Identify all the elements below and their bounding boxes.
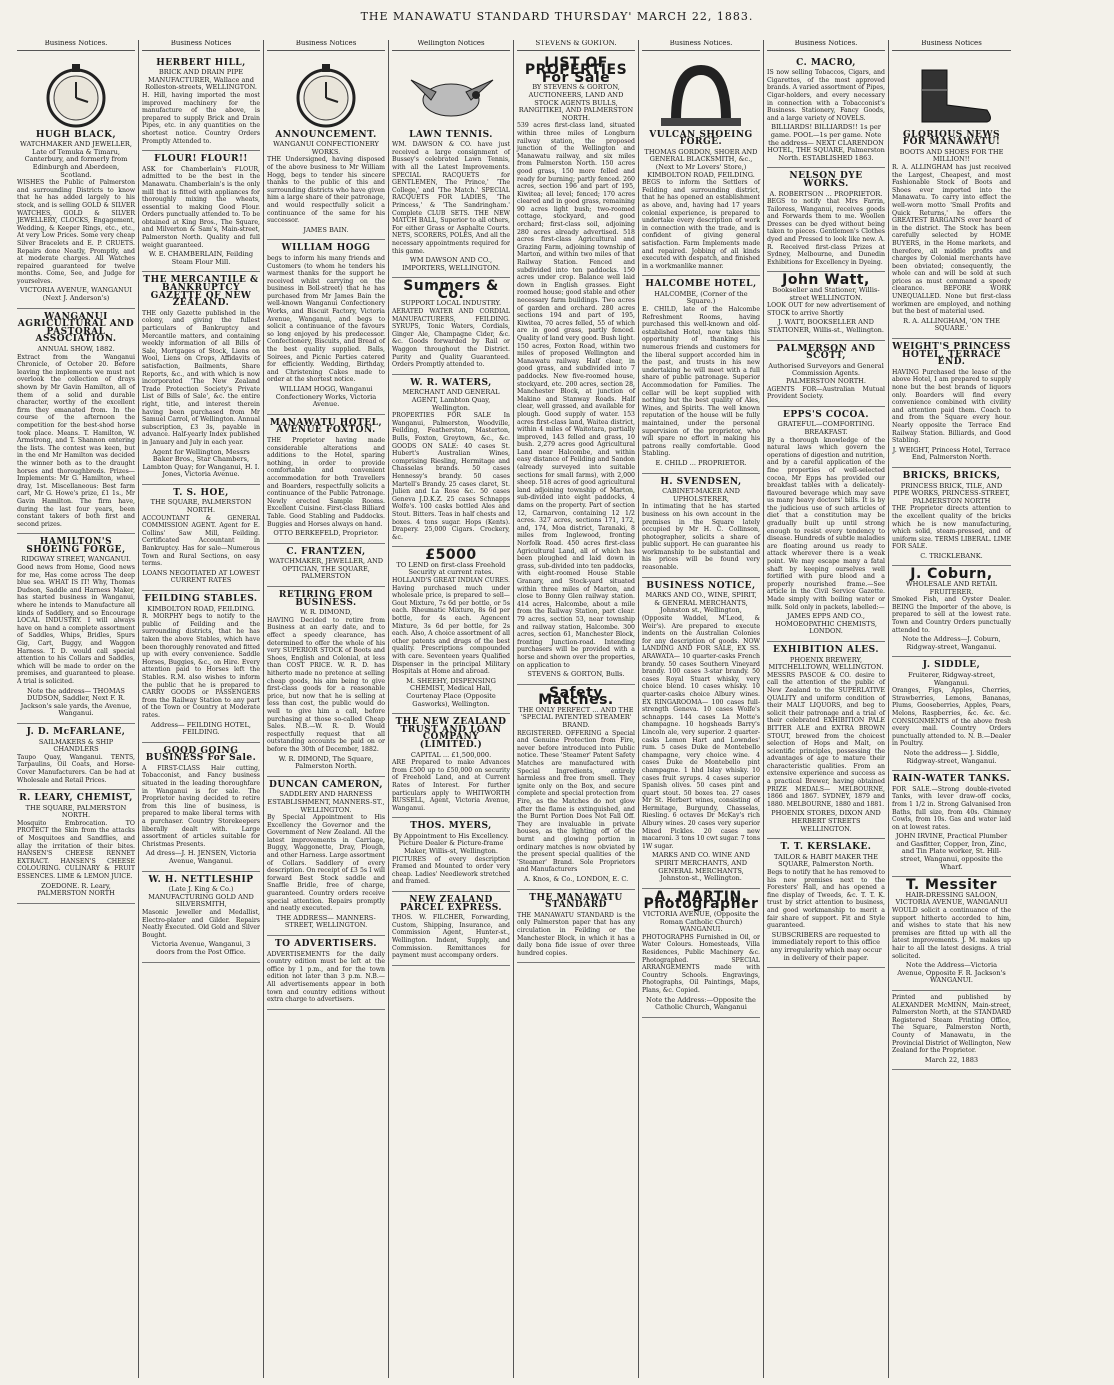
advertisement (392, 892, 510, 966)
advertisement (392, 714, 510, 818)
ad-title: LIST OF PROPERTIES For Sale (524, 54, 628, 86)
column-head: Business Notices. (17, 40, 135, 51)
ad-title: THOS. MYERS, (410, 821, 492, 832)
ad-foot: Note the Address—J. Coburn, Ridgway-street, Wanganui. (902, 635, 1001, 651)
advertisement (642, 889, 760, 1018)
ad-body: E. CHILD, late of the Halcombe Refreshment Rooms, having purchased this well-known and old-established Hotel, now takes this opportunity of thanking his numerous friends and customers for the liberal support accorded him in the past, and trusts in his new undertaking he will meet with a full share of public patronage. Superior Accommodation for Families. The cellar will be kept supplied with nothing but the best quality of Ales, Wines, and Spirits. The well known reputation of the house will be fully maintained, under the personal supervision of the proprietor, who will spare no effort in making his patrons really comfortable. Good Stabling. (642, 306, 760, 458)
ad-body: Printed and published by ALEXANDER McMINN, Main-street, Palmerston North, at the STANDARD Registered Steam Printing Office, The Square, Palmerston North, County of Manawatu, in the Provincial District of Wellington, New Zealand for the Proprietor. (892, 993, 1011, 1055)
advertisement (517, 685, 635, 890)
ad-body: AERATED WATER AND CORDIAL MANUFACTURERS, FEILDING. SYRUPS, Tonic Waters, Cordials, Ginger Ale, Champagne Cider, &c. &c. Goods forwarded by Rail or Waggon throughout the District. Purity and Quality Guaranteed. Orders Promptly attended to. (392, 308, 510, 369)
ad-title: H. SVENDSEN, (660, 476, 742, 487)
ad-sub: ANNUAL SHOW, 1882. (37, 345, 115, 354)
column-4 (389, 40, 514, 1378)
ad-sub: (Late J. King & Co.) MANUFACTURING GOLD AND SILVERSMITH, (148, 885, 254, 909)
ad-title: J. D. McFARLANE, (26, 726, 126, 737)
advertisement (892, 566, 1011, 657)
ad-title: DUNCAN CAMERON, (269, 779, 383, 790)
ad-sub: By Appointment to His Excellency. Picture Dealer & Picture-frame Maker, Willis-st, Wellington. (393, 831, 509, 856)
ad-foot: LOANS NEGOTIATED AT LOWEST CURRENT RATES (142, 568, 260, 585)
ad-sub: A. ROBERTSON ... PROPRIETOR. (769, 189, 883, 198)
advertisement (642, 474, 760, 578)
ad-sub: VICTORIA AVENUE, (Opposite the Roman Catholic Church) WANGANUI. (642, 910, 760, 934)
ad-body: MESSRS PASCOE & CO. desire to call the attention of the public of New Zealand to the SUPERLATIVE QUALITY and uniform condition of their MALT LIQUORS, and beg to solicit their patronage and a trial of their celebrated EXHIBITION PALE BITTER ALE and EXTRA BROWN STOUT, brewed from the choicest selection of Hops and Malt, on scientific principles, possessing the advantages of age to mature their characteristic qualities. From an extensive experience and success as a practical Brewer, having obtained PRIZE MEDALS— MELBOURNE, 1866 and 1867. SYDNEY, 1879 and 1880. MELBOURNE, 1880 and 1881. (767, 671, 885, 808)
ad-body: H. Hill, having imported the most improved machinery for the manufacture of the above, is prepared to supply Brick and Drain Pipes, etc. in any quantities on the shortest notice. Country Orders Promptly Attended to. (142, 91, 260, 145)
advertisement (142, 743, 260, 872)
ad-sub: Bookseller and Stationer, Willis-street WELLINGTON. (772, 286, 880, 302)
ad-foot: Ad dress—J. H. JENSEN, Victoria Avenue, Wanganui. (145, 849, 257, 865)
column-head: Business Notices (142, 40, 260, 51)
ad-title: HAMILTON'S SHOEING FORGE, (26, 537, 126, 555)
column-head: STEVENS & GORTON. (517, 40, 635, 51)
ad-title: J. SIDDLE, (922, 660, 981, 671)
advertisement (142, 872, 260, 963)
advertisement (767, 407, 885, 642)
advertisement (17, 534, 135, 724)
ad-foot: ZOEDONE. R. Leary, PALMERSTON NORTH (37, 881, 115, 898)
ad-sub: TAILOR & HABIT MAKER THE SQUARE, Palmerston North. (774, 852, 878, 869)
ad-sub: THE ONLY PERFECT ... AND THE 'SPECIAL PATENTED STEAMER' BRAND. (518, 705, 634, 730)
advertisement (142, 272, 260, 484)
column-head: Business Notices (892, 40, 1011, 51)
ad-title: £5000 (425, 547, 477, 564)
ad-body: AGENTS FOR—Australian Mutual Provident Society. (767, 385, 885, 401)
ad-body: ARE Prepared to make Advances from £500 up to £50,000 on security of Freehold Land, and at Current Rates of Interest. For further particulars apply to WHITWORTH RUSSELL, Agent, Victoria Avenue, Wanganui. (392, 759, 510, 812)
advertisement (642, 276, 760, 473)
ad-title: T. Messiter (905, 877, 998, 894)
ad-body: A FIRST-CLASS Hair cutting, Tobacconist, and Fancy business situated in the leading thoroughfare in Wanganui is for sale. The Proprietor having decided to retire from this line of business, is prepared to make liberal terms with a purchaser. Country Storekeepers liberally dealt with. Large assortment of articles suitable for Christmas Presents. (142, 764, 260, 848)
ad-body: Good news from Home, Good news for me, Has come across The deep blue sea. WHAT IS IT! Why, Thomas Dudson, Saddle and Harness Maker, has started business in Wanganui, where he intends to Manufacture all kinds of Saddlery, and so Encourage LOCAL INDUSTRY. I will always have on hand a complete assortment of Saddles, Whips, Bridles, Spurs Gig, Cart, Buggy, and Waggon Harness. T. D. would call special attention to his Collars and Saddles, which will be made to order on the premises, and guaranteed to please. A trial is solicited. (17, 564, 135, 685)
ad-body: THE Proprietor having made considerable alterations and additions to the Hotel, sparing nothing, in order to provide comfortable and convenient accommodation for both Travellers and Boarders, respectfully solicits a continuance of the Public Patronage. Newly erected Sample Rooms. Excellent Cuisine. First-class Billiard Table. Good Stabling and Paddocks. Buggies and Horses always on hand. (267, 436, 385, 528)
advertisement (142, 591, 260, 743)
ad-sub: HALCOMBE, (Corner of the Square.) (654, 289, 748, 306)
column-2 (139, 40, 264, 1378)
ad-body: PROPERTIES FOR SALE In Wanganui, Palmerston, Woodville, Feilding, Featherston, Masterton, Bulls, Foxton, Greytown, &c., &c. GOODS ON SALE: 40 cases St. Hubert's Australian Wines, comprising Riesling, Hermitage and Chasselas brands. 50 cases Hennessy's brandy. 50 cases Martell's Brandy. 25 cases claret, St. Julien and La Rose &c. 50 cases Geneva J.D.K.Z. 25 cases Schnapps Wolfe's. 100 casks bottled Ales and Stout. Bitters. Teas in half chests and boxes. 4 tons sugar. Hops (Kents). Drapery. 25,000 Cigars. Crockery, &c. (392, 412, 510, 541)
ad-title: FEILDING STABLES. (144, 594, 258, 604)
ad-title: THE NEW ZEALAND TRUST AND LOAN COMPANY (LIMITED.) (395, 717, 507, 750)
ad-foot: M. SHEEHY, DISPENSING CHEMIST, Medical Hall, Courtenay Place (Opposite Gasworks), Wellington. (406, 676, 496, 708)
horseshoe-illustration (651, 60, 751, 130)
ad-title: W. R. WATERS, (410, 377, 492, 388)
ad-foot: STEVENS & GORTON, Bulls. (527, 670, 625, 679)
ad-body: THE only Gazette published in the colony, and giving the fullest particulars of Bankruptcy and Mercantile matters, and containing weekly information of all Bills of Sale, Mortgages of Stock, Liens on Wool, Liens on Crops, Affidavits of satisfaction, Bailments, Share Reports, &c., and with which is now incorporated 'The New Zealand Trade Protection Society's Private List of Bills of Sale', &c. the entire right, title, and interest therein having been purchased from Mr Samuel Carrol, of Wellington. Annual subscription, £3 3s, payable in advance. Half-yearly Index published in January and July in each year. (142, 309, 260, 446)
ad-title: RETIRING FROM BUSINESS. (278, 590, 374, 608)
ad-foot: BILLIARDS! BILLIARDS!! 1s per game. POOL—1s per game. Note the address— NEXT CLARENDON HOTEL, THE SQUARE, Palmerston North. ESTABLISHED 1863. (767, 123, 885, 162)
ad-body: ADVERTISEMENTS for the daily country edition must be left at the office by 1 p.m., and for the town edition not later than 3 p.m. N.B.—All advertisements appear in both town and country editions without extra charge to advertisers. (267, 950, 385, 1004)
advertisement (267, 544, 385, 587)
boot-illustration (902, 60, 1002, 130)
advertisement (767, 272, 885, 340)
ad-body: In intimating that he has started business on his own account in the premises in the Square lately occupied by Mr H. C. Collinson, photographer, solicits a share of public support. He can guarantee his workmanship to be substantial and his prices will be found very reasonable. (642, 503, 760, 572)
ad-title: EPPS'S COCOA. (783, 409, 869, 420)
ad-title: HALCOMBE HOTEL, (645, 279, 757, 290)
advertisement (642, 578, 760, 889)
ad-title: GOOD GOING BUSINESS For Sale. (145, 745, 257, 764)
ad-title: RAIN-WATER TANKS. (892, 774, 1011, 785)
ad-sub: BOOTS AND SHOES FOR THE MILLION!! (899, 147, 1004, 164)
ad-foot: JAMES EPPS AND CO., HOMOEOPATHIC CHEMISTS, LONDON. (775, 612, 877, 636)
advertisement (17, 309, 135, 535)
ad-sub: SADDLERY AND HARNESS ESTABLISHMENT, MANNERS-ST., WELLINGTON. (267, 790, 385, 814)
ad-sub: KIMBOLTON ROAD, FEILDING. (147, 604, 255, 613)
ad-sub: TO LEND on first-class Freehold Security at current rates. (396, 560, 506, 577)
ad-title: Safety Matches. (538, 684, 614, 709)
advertisement (17, 55, 135, 309)
column-head: Business Notices. (767, 40, 885, 51)
ad-title: GLORIOUS NEWS FOR MANAWATU! (902, 129, 1001, 148)
ad-title: BUSINESS NOTICE, (646, 580, 756, 591)
ad-title: WANGANUI AGRICULTURAL AND PASTORAL ASSOCIATION. (17, 311, 135, 345)
ad-foot: J. WEIGHT, Princess Hotel, Terrace End, Palmerston North. (892, 445, 1011, 462)
ad-foot: W. E. CHAMBERLAIN, Feilding Steam Flour Mill. (148, 250, 254, 266)
column-7 (764, 40, 889, 1378)
advertisement (892, 55, 1011, 339)
ad-body: Mosquito Embrocation. TO PROTECT the Skin from the attacks of Mosquitoes and Sandflies, and allay the irritation of their bites. HANSEN'S CHEESE RENNET EXTRACT. HANSEN'S CHEESE COLOURING. CULINARY & FRUIT ESSENCES. LIME & LEMON JUICE. (17, 819, 135, 881)
ad-body: 539 acres first-class land, situated within three miles of Longburn railway station, the proposed junction of the Wellington and Manawatu railway, and six miles from Palmerston North. 150 acres good grass, 150 more felled and ready for burning; partly fenced. 260 acres, section 196 and part of 195, Kiwitea; all level; fenced; 170 acres cleared and in good grass, remaining 90 acres light bush; two-roomed cottage, stockyard, and good orchard; first-class soil, adjoining 280 acres already advertised. 518 acres first-class Agricultural and Grazing Farm, adjoining township of Marton, and within two miles of that Railway Station. Fenced and subdivided into ten paddocks. 150 acres under crop. Balance well laid down in English grasses. Eight roomed house; good stable and other necessary farm buildings. Two acres of garden and orchard. 280 acres sections 194 and part of 195, Kiwitea, 70 acres felled, 55 of which are in good grass, partly fenced. Quality of land very good. Bush light. 150 acres, Foxton Road, within two miles of proposed Wellington and Manawatu railway. Half clear, in good grass, and subdivided into 7 paddocks. New five-roomed house, stockyard, etc. 200 acres, section 28, Manchester Block, at junction of Makino and Stanway Roads. Half clear, well grassed, and available for plough. Good supply of water. 153 acres first-class land, Waitea district, within 4 miles of Waitotara, partially improved, 143 felled and grass, 10 bush. 2,279 acres good Agricultural Land near Halcombe, and within easy distance of Feilding and Sandon (already surveyed into suitable sections for small farms), with 2,000 sheep. 518 acres of good agricultural land adjoining township of Marton, sub-divided into eight paddocks, 4 dams on the property. Part of section 12, Carnarvon, containing 12 1/2 acres. 327 acres, sections 171, 172, and, 174, Moa district, Taranaki, 8 miles from Inglewood, fronting Norfolk Road. 450 acres first-class Agricultural Land, all of which has been ploughed and laid down in grass, sub-divided into ten paddocks, with eight-roomed House Stable Granary, and Stock-yard situated within three miles of Marton, and close to Bonny Glen railway station. 414 acres, Halcombe, about a mile from the Railway Station, part clear. 79 acres, section 53, near township and railway station, Halcombe. 300 acres, section 61, Manchester Block, fronting Junction-road. Intending purchasers will be provided with a horse and shown over the properties, on application to (517, 122, 635, 669)
ad-sub: HAIR-DRESSING SALOON, VICTORIA AVENUE, WANGANUI (895, 890, 1008, 907)
ad-body: By a thorough knowledge of the natural laws which govern the operations of digestion and nutrition, and by a careful application of the fine properties of well-selected cocoa, Mr Epps has provided our breakfast tables with a delicately-flavoured beverage which may save us many heavy doctors' bills. It is by the judicious use of such articles of diet that a constitution may be gradually built up until strong enough to resist every tendency to disease. Hundreds of subtle maladies are floating around us ready to attack wherever there is a weak point. We may escape many a fatal shaft by keeping ourselves well fortified with pure blood and a properly nourished frame.—See article in the Civil Service Gazette. Made simply with boiling water or milk. Sold only in packets, labelled:— (767, 436, 885, 611)
advertisement (267, 415, 385, 544)
advertisement (892, 339, 1011, 468)
ad-title: PALMERSON AND SCOTT, (776, 343, 876, 362)
advertisement (767, 341, 885, 407)
ad-title: WEIGHT'S PRINCESS HOTEL, TERRACE END. (892, 342, 1011, 368)
ad-foot: THE ADDRESS— MANNERS-STREET, WELLINGTON. (276, 913, 376, 930)
ad-title: MANAWATU HOTEL, AVENUE FOXTON. (269, 417, 383, 436)
ad-sub: WATCHMAKER, JEWELLER, AND OPTICIAN, THE SQUARE, PALMERSTON (268, 557, 384, 581)
ad-sub: PHOENIX BREWERY, MITCHELLTOWN, WELLINGTON. (768, 655, 884, 672)
column-3 (264, 40, 389, 1378)
advertisement (517, 890, 635, 964)
ad-foot: Note the Address:—Opposite the Catholic Church, Wanganui (646, 995, 756, 1012)
ad-body: THE Proprietor directs attention to the excellent quality of the bricks which he is now manufacturing, which solid, steam-pressed, and of uniform size. TERMS LIBERAL. LIME FOR SALE. (892, 505, 1011, 551)
bird-illustration (401, 60, 501, 130)
masthead: THE MANAWATU STANDARD THURSDAY' MARCH 22, 1883. (360, 10, 754, 23)
ad-title: A. MARTIN, Photographer (643, 888, 759, 913)
advertisement (892, 877, 1011, 991)
ad-body: BEGS to notify that Mrs Farrin, Tailoress, Wanganui, receives goods and Forwards them to me. Woollen Dresses can be dyed without being taken to pieces. Gentlemen's Clothes dyed and Pressed to look like new. A. R. Received first-class Prizes at Sydney, Melbourne, and Dunedin Exhibitions for Excellency in Dyeing. (767, 198, 885, 266)
ad-body: WISHES the Public of Palmerston and surrounding Districts to know that he has added largely to his stock, and is selling GOLD & SILVER WATCHES, GOLD & SILVER JEWELLERY, CLOCKS, Engagement, Wedding, & Keeper Rings, etc., etc., At very Low Prices. Some very cheap Silver Bracelets and E. P. CRUETS. Repairs done Neatly, Promptly, and at moderate charges. All Watches repaired guaranteed for twelve months. Come, See, and Judge for yourselves. (17, 179, 135, 285)
ad-sub: MARKS AND CO., WINE, SPIRIT, & GENERAL MERCHANTS, Johnston st., Wellington, (645, 591, 757, 615)
ad-body: LOOK OUT for new advertisement of STOCK to arrive Shortly (767, 302, 885, 317)
advertisement (392, 278, 510, 375)
ad-sub: BRICK AND DRAIN PIPE MANUFACTURER, Wallace and Rolleston-streets, WELLINGTON. (145, 68, 257, 92)
ad-title: ANNOUNCEMENT. (275, 129, 377, 140)
ad-sub: CABINET-MAKER AND UPHOLSTERER, (662, 487, 740, 503)
advertisement (392, 375, 510, 547)
ad-foot: March 22, 1883 (924, 1055, 979, 1064)
ad-body: FOR SALE.—Strong double-riveted Tanks, with lever draw-off cocks, from 1 1/2 in. Strong Galvanised Iron Baths, full size, from 40s. Chimney Cowls, from 10s. Gas and water laid on at lowest rates. (892, 785, 1011, 831)
ad-body: THOS. W. FILCHER, Forwarding, Custom, Shipping, Insurance, and Commission Agent, Hunter-st., Wellington. Indent, Supply, and Commission. Remittances for payment must accompany orders. (392, 914, 510, 960)
advertisement (267, 936, 385, 1010)
advertisement (142, 151, 260, 272)
advertisement (892, 771, 1011, 877)
ad-title: EXHIBITION ALES. (773, 644, 879, 655)
ad-sub: WATCHMAKER AND JEWELLER, Late of Temuka & Timaru, Canterbury, and formerly from Edinburgh and Aberdeen, Scotland. (20, 140, 132, 179)
advertisement (142, 55, 260, 152)
ad-foot: SUBSCRIBERS are requested to immediately report to this office any irregularity which may occur in delivery of their paper. (770, 930, 882, 962)
ad-foot: Note the address— THOMAS DUDSON, Saddler, Next F. R. Jackson's sale yards, the Avenue, Wanganui. (20, 686, 132, 718)
advertisement (142, 485, 260, 591)
watch-illustration (276, 60, 376, 130)
ad-sub: SAILMAKERS & SHIP CHANDLERS (38, 737, 114, 754)
advertisement (767, 642, 885, 839)
ad-body: Oranges, Figs, Apples, Cherries, Strawberries, Lemons, Bananas, Plums, Gooseberries, Apples, Pears, Melons, Raspberries, &c. &c. &c. CONSIGNMENTS of the above fresh every mail. Country Orders punctually attended to. N. B.—Dealer in Poultry. (892, 687, 1011, 748)
advertisement (392, 818, 510, 892)
ad-sub: WANGANUI CONFECTIONERY WORKS. (273, 140, 379, 156)
ad-body: R. MORPHY begs to notify to the public of Feilding and the surrounding districts, that he has taken the above Stables, which have been thoroughly renovated and fitted up with every convenience. Saddle Horses, Buggies, &c., on Hire. Every attention paid to Horses left the Stables. R.M. also wishes to inform the public that he is prepared to CARRY GOODS or PASSENGERS from the Railway Station to any part of the Town or Country at Moderate rates. (142, 613, 260, 719)
ad-title: FLOUR! FLOUR!! (154, 154, 248, 165)
ad-foot: OTTO BERKEFELD, Proprietor. (273, 529, 379, 538)
ad-sub: GRATEFUL—COMFORTING. BREAKFAST. (777, 420, 875, 436)
ad-title: J. Coburn, (910, 566, 993, 583)
ad-foot: W. R. DIMOND, The Square, Palmerston North. (278, 754, 374, 771)
ad-title: C. MACRO, (796, 57, 856, 68)
ad-foot: J. WATT, BOOKSELLER AND STATIONER, Willis-st., Wellington. (767, 318, 885, 334)
ad-title: Summers & Co. (403, 278, 499, 302)
ad-title: WILLIAM HOGG (281, 243, 371, 254)
ad-sub: THE SQUARE, PALMERSTON NORTH. (25, 803, 127, 820)
ad-body: Begs to notify that he has removed to his new premises next to the Foresters' Hall, and has opened a fine display of Tweeds, &c. T. T. K. trust by strict attention to business, and good workmanship to merit a fair share of support. Fit and Style guaranteed. (767, 869, 885, 930)
ad-body: HAVING Purchased the lease of the above Hotel, I am prepared to supply none but the best brands of liquors only. Boarders will find every convenience combined with civility and attention paid them. Coach to and from the Square every hour. Nearly opposite the Terrace End Railway Station. Billiards, and Good Stabling. (892, 368, 1011, 445)
ad-sub: W. R. DIMOND, (300, 608, 352, 617)
column-6 (639, 40, 764, 1378)
advertisement (267, 55, 385, 241)
ad-body: Smoked Fish, and Oyster Dealer. BEING the Importer of the above, is prepared to sell at the lowest rate. Town and Country Orders punctually attended to. (892, 596, 1011, 634)
ad-title: John Watt, (782, 272, 870, 289)
ad-title: BRICKS, BRICKS, (902, 470, 1001, 481)
ad-body: REGISTERED. OFFERING a Special and Genuine Protection from Fire, never before introduced into Public notice. These 'Steamer' Patent Safety Matches are manufactured with Special Ingredients, entirely harmless and free from smell. They ignite only on the Box, and secure complete and special protection from Fire, as the Matches do not glow after the flame is extinguished, and the Burnt Portion Does Not Fall Off. They are invaluable in private houses, as the lighting off of the burnt and glowing portion in ordinary matches is now obviated by the present special qualities of the 'Steamer' Brand. Sole Proprietors and Manufacturers (517, 729, 635, 874)
ad-sub: Authorised Surveyors and General Commission Agents. PALMERSTON NORTH. (768, 361, 884, 385)
advertisement (392, 547, 510, 714)
advertisement (17, 790, 135, 904)
ad-title: W. H. NETTLESHIP (148, 874, 254, 885)
ad-foot: JAMES BAIN. (303, 225, 349, 234)
ad-title: HUGH BLACK, (35, 129, 117, 140)
ad-body: HAVING Decided to retire from Business at an early date, and to effect a speedy clearance, has determined to offer the whole of his very SUPERIOR STOCK of Boots and Shoes, English and Colonial, at less than COST PRICE. W. R. D. has hitherto made no pretence at selling cheap goods, his aim being to give first-class goods for a reasonable price, but now that he is selling at less than cost, the public would do well to give him a call, before purchasing at those so-called Cheap Sales. N.B.—W. R. D. Would respectfully request that all outstanding accounts be paid on or before the 30th of December, 1882. (267, 616, 385, 753)
ad-body: WM. DAWSON & CO. have just received a large consignment of Bussey's celebrated Lawn Tennis, with all the Latest Improvements. SPECIAL RACQUETS for GENTLEMEN, The Prince,' 'The College,' and 'The Match.' SPECIAL RACQUETS FOR LADIES, 'The Princess,' & 'The Sandringham.' Complete CLUB SETS. THE NEW MATCH BALL, Superior to all others, For either Grass or Asphalte Courts. NETS, SCORERS, POLES, And all the necessary appointments required for this game. (392, 141, 510, 255)
ad-title: THE MANAWATU STANDARD (529, 892, 623, 911)
column-head: Business Notices. (642, 40, 760, 51)
column-head: Wellington Notices (392, 40, 510, 51)
advertisement (267, 777, 385, 936)
watch-illustration (26, 60, 126, 130)
ad-foot: Address— FEILDING HOTEL, FEILDING. (151, 720, 251, 737)
ad-body: (Opposite Waddel, M'Leod, & Weir's). Are prepared to execute indents on the Australian Colonies for any description of goods. NOW LANDING AND FOR SALE, EX SS. ARAWATA— 10 quarter-casks French brandy. 50 cases Southern Vineyard brandy. 100 cases 3-star brandy. 50 cases Royal Stuart whisky, very choice blend. 10 cases whisky. 10 quarter-casks choice Albury wines. EX RINGAROOMA— 100 cases full-strength Geneva. 10 cases Wolfe's schnapps. 144 cases La Motte's champagne. 10 hogsheads Barry's Lincoln ale, very superior. 2 quarter-casks Lemon Hart and Lowndes' rum. 5 cases Duke de Montebello champagne, very choice wine. 4 cases Duke de Montebello pint champagne. 1 hhd Islay whisky. 10 cases fruit syrups. 4 cases superior Spanish olives. 50 cases pint and quart stout. 50 boxes tea. 27 cases Mr St. Herbert wines, consisting of Hermitage, Burgundy, Chasselas, Riesling. 6 octaves Dr McKay's rich Albury wines. 20 cases very superior Mixed Pickles. 20 cases new macaroni. 3 tons 10 cwt sugar. 7 tons 1W sugar. (642, 615, 760, 850)
ad-foot: VICTORIA AVENUE, WANGANUI (Next J. Anderson's) (20, 286, 132, 303)
advertisement (892, 468, 1011, 567)
ad-title: NEW ZEALAND PARCEL EXPRESS. (399, 895, 503, 913)
ad-title: TO ADVERTISERS. (274, 939, 378, 949)
columns (14, 40, 1104, 1378)
advertisement (642, 55, 760, 277)
ad-title: VULCAN SHOEING FORGE. (649, 129, 753, 148)
ad-sub: RIDGWAY STREET, WANGANUI. (21, 555, 131, 564)
ad-title: R. LEARY, CHEMIST, (19, 793, 133, 804)
column-8 (889, 40, 1014, 1378)
ad-foot: Victoria Avenue, Wanganui, 3 doors from the Post Office. (151, 940, 251, 956)
ad-sub: SUPPORT LOCAL INDUSTRY. (400, 299, 502, 308)
ad-body: HOLLAND'S GREAT INDIAN CURES. Having purchased much under wholesale price, is prepared to sell— Gout Mixture, 7s 6d per bottle, or 5s each. Rheumatic Mixture, 8s 6d per bottle, for 4s each. Agencent Mixture, 3s 6d per bottle, for 2s each. Also, A choice assortment of all other patents and drugs of the best quality. Prescriptions compounded with care. Seventeen years Qualified Dispenser in the principal Military Hospitals at Home and abroad. (392, 577, 510, 676)
advertisement (767, 168, 885, 272)
ad-title: HERBERT HILL, (156, 57, 246, 68)
ad-body: R. A. ALLINGHAM has just received the Largest, Cheapest, and most Fashionable Stock of Boots and Shoes ever imported into the Manawatu. To carry into effect the well-worn motto 'Small Profits and Quick Returns,' he offers the GREATEST BARGAINS ever heard of in the district. The Stock has been carefully selected by HOME BUYERS, in the Home markets, and therefore, all middle profits and charges by Colonial merchants have been obviated; consequently, the whole can and will be sold at such prices as must command a speedy clearance. BEFORE WORK UNEQUALLED. None but first-class workmen are employed, and nothing but the best of material used. (892, 163, 1011, 316)
ad-body: THE MANAWATU STANDARD is the only Palmerston paper that has any circulation in Feilding or the Manchester Block, in which it has a daily bona fide issue of over three hundred copies. (517, 911, 635, 957)
ad-foot: WILLIAM HOGG, Wanganui Confectionery Works, Victoria Avenue. (275, 385, 377, 409)
ad-sub: PRINCESS BRICK, TILE, AND PIPE WORKS, PRINCESS-STREET, PALMERSTON NORTH (893, 481, 1010, 505)
advertisement (892, 991, 1011, 1070)
ad-body: begs to inform his many friends and Customers (to whom he tenders his warmest thanks for the support he received whilst carrying on the business in Boll-street) that he has purchased from Mr James Bain the well-known Wanganui Confectionery Works, and Biscuit Factory, Victoria Avenue, Wanganui, and begs to solicit a continuance of the favours so long enjoyed by his predecessor. Confectionery, Biscuits, and Bread of the best quality supplied. Balls, Soirees, and Picnic Parties catered for efficiently. Wedding, Birthday, and Christening Cakes made to order at the shortest notice. (267, 254, 385, 384)
ad-body: Extract from the Wanganui Chronicle, of October 20. Before leaving the implements we must not overlook the collection of drays shown by Mr Gavin Hamilton, all of them of a solid and durable character, worthy of the excellent firm they emanated from. In the course of the afternoon the competition for the best-shod horse took place. Means. T. Hamilton, W. Armstrong, and T. Shannon entering the lists. The contest was keen, but in the end Mr Hamilton was decided the winner both as to the draught horses and thoroughbreds. Prizes—Implements: Mr G. Hamilton, wheel dray, 1st. Miscellaneous: Best farm cart, Mr G. Howe's prize, £1 1s., Mr Gavin Hamilton. The firm have, during the last four years, been constant takers of both first and second prizes. (17, 353, 135, 528)
advertisement (517, 55, 635, 685)
column-head: Business Notices (267, 40, 385, 51)
advertisement (892, 657, 1011, 771)
ad-body: PICTURES of every description Framed and Mounted to order very cheap. Ladies' Needlework stretched and framed. (392, 855, 510, 886)
ad-body: Masonic Jeweller and Medallist, Electro-plater and Gilder. Repairs Neatly Executed. Old Gold and Silver Bought. (142, 908, 260, 939)
column-1 (14, 40, 139, 1378)
ad-body: Taupo Quay, Wanganui. TENTS, Tarpaulins, Oil Coats, and Horse-Cover Manufacturers. Can be had at Wholesale and Retail Prices. (17, 753, 135, 784)
ad-title: C. FRANTZEN, (286, 546, 366, 557)
ad-foot: Note the Address—Victoria Avenue, Opposite F. R. Jackson's WANGANUI. (897, 961, 1006, 985)
ad-sub: Fruiterer, Ridgway-street, Wanganui. (907, 671, 996, 687)
ad-body: By Special Appointment to His Excellency the Governor and the Government of New Zealand. All the latest improvements in Carriage, Buggy, Waggonette, Dray, Plough, and other Harness. Large assortment of Collars. Saddlery of every description. On receipt of £3 5s I will forward Best Stock saddle and Snaffle Bridle, free of charge, guaranteed. Country orders receive special attention. Repairs promptly and neatly executed. (267, 814, 385, 913)
ad-foot: Agent for Wellington, Messrs Baker Bros., Star Chambers, Lambton Quay; for Wanganui, H. I. Jones, Victoria Avenue. (142, 447, 260, 479)
ad-body: WOULD solicit a continuance of the support hitherto accorded to him, and wishes to state that his new premises are fitted up with all the latest improvements. J. M. makes up hair to all the latest designs. A trial solicited. (892, 907, 1011, 960)
ad-body: IS now selling Tobaccos, Cigars, and Cigarettes, of the most approved brands. A varied assortment of Pipes, Cigar-holders, and every necessary in connection with a Tobacconist's Business. Stationery, Fancy Goods, and a large variety of NOVELS. (767, 69, 885, 122)
ad-sub: WHOLESALE AND RETAIL FRUITERER. (905, 580, 998, 596)
ad-body: ACCOUNTANT & GENERAL COMMISSION AGENT. Agent for E. Collins' Saw Mill, Feilding. Certificated Accountant in Bankruptcy. Has for sale—Numerous Town and Rural Sections, on easy terms. (142, 514, 260, 568)
ad-title: THE MERCANTILE & BANKRUPTCY GAZETTE OF NEW ZEALAND. (143, 275, 259, 309)
column-5 (514, 40, 639, 1378)
ad-title: LAWN TENNIS. (409, 129, 493, 140)
ad-sub: THOMAS GORDON, SHOER AND GENERAL BLACKSMITH, &c., (Next to Mr Lovers' Store,) KIMBOLTON ROAD, FEILDING. (644, 147, 758, 179)
ad-title: T. T. KERSLAKE. (780, 842, 872, 853)
advertisement (267, 240, 385, 414)
ad-foot: A. Knos, & Co., LONDON, E. C. (523, 874, 629, 883)
advertisement (767, 55, 885, 169)
advertisement (767, 839, 885, 968)
ad-sub: CAPITAL ... £1,500,000. (410, 750, 492, 759)
ad-foot: PHOENIX STORES, DIXON AND HERBERT STREETS WELLINGTON. (771, 809, 881, 833)
ad-foot: C. TRICKLEBANK. (920, 551, 983, 560)
ad-sub: BY STEVENS & GORTON, AUCTIONEERS, LAND AND STOCK AGENTS BULLS, RANGITIKEI, AND PALMERSTON NORTH. (518, 83, 634, 122)
ad-foot: R. A. ALLINGHAM, 'ON THE SQUARE.' (903, 316, 1000, 333)
advertisement (267, 587, 385, 777)
advertisement (17, 724, 135, 790)
ad-title: NELSON DYE WORKS. (789, 171, 863, 189)
ad-foot: E. CHILD ... PROPRIETOR. (655, 458, 747, 467)
ad-body: BEGS to inform the Settlers of Feilding and surrounding district, that he has opened an establishment as above, and, having had 17 years colonial experience, is prepared to undertake every description of work in connection with the trade, and is confident of giving general satisfaction. Farm Implements made and repaired. Jobbing of all kinds executed with despatch, and finished in a workmanlike manner. (642, 179, 760, 270)
ad-body: ASK for Chamberlain's FLOUR, admitted to be the best in the Manawatu. Chamberlain's is the only mill that is fitted with appliances for thoroughly mixing the wheats, essential to making Good Flour. Orders punctually attended to. To be obtained at King Bros., The Square, and Milverton & Sam's, Main-street, Palmerston North. Quality and full weight guaranteed. (142, 165, 260, 249)
ad-body: THE Undersigned, having disposed of the above business to Mr William Hogg, begs to tender his sincere thanks to the public of this and surrounding districts who have given him a large share of their patronage, and would respectfully solicit a continuance of the same for his successor. (267, 156, 385, 225)
ad-foot: MARKS AND CO. WINE AND SPIRIT MERCHANTS, AND GENERAL MERCHANTS, Johnston-st., Wellington. (651, 851, 751, 883)
ad-body: PHOTOGRAPHS Furnished in Oil, or Water Colours. Homesteads, Villa Residences, Public Machinery &c. Photographed. SPECIAL ARRANGEMENTS made with Country Schools. Engravings, Photographs, Oil Paintings, Maps, Plans, &c. Copied. (642, 933, 760, 994)
ad-sub: THE SQUARE, PALMERSTON NORTH. (150, 498, 252, 515)
ad-sub: MERCHANT AND GENERAL AGENT, Lambton Quay, Wellington. (402, 388, 500, 412)
ad-foot: Note the address— J. Siddle, Ridgway-street, Wanganui. (903, 748, 1000, 765)
ad-title: T. S. HOE, (173, 487, 229, 498)
advertisement (392, 55, 510, 279)
ad-foot: WM DAWSON AND CO., IMPORTERS, WELLINGTON. (402, 256, 500, 272)
ad-foot: JOHN IRVINE, Practical Plumber and Gasfitter, Copper, Iron, Zinc, and Tin Plate worker, St. Hill-street, Wanganui, opposite the Wharf. (895, 832, 1008, 871)
